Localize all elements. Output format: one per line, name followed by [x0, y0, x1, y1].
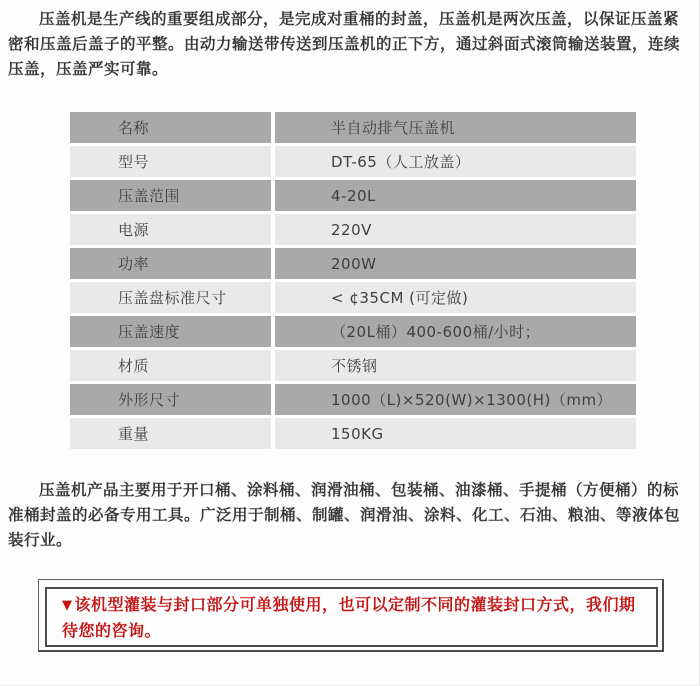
triangle-marker-icon: ▼ [62, 598, 73, 613]
table-row [70, 349, 636, 383]
table-row [70, 213, 636, 247]
spec-value: DT-65（人工放盖） [273, 145, 636, 179]
table-row [70, 383, 636, 417]
spec-value: 220V [273, 213, 636, 247]
table-row [70, 281, 636, 315]
spec-value: 4-20L [273, 179, 636, 213]
notice-text: 该机型灌装与封口部分可单独使用，也可以定制不同的灌装封口方式，我们期待您的咨询。 [62, 595, 636, 640]
spec-label: 型号 [70, 145, 273, 179]
notice-frame [38, 579, 664, 652]
table-row [70, 112, 636, 145]
spec-value: （20L桶）400-600桶/小时； [273, 315, 636, 349]
notice-box [45, 587, 658, 647]
spec-label: 材质 [70, 349, 273, 383]
spec-label: 功率 [70, 247, 273, 281]
spec-value: 150KG [273, 417, 636, 450]
spec-label: 外形尺寸 [70, 383, 273, 417]
usage-paragraph: 压盖机产品主要用于开口桶、涂料桶、润滑油桶、包装桶、油漆桶、手提桶（方便桶）的标准桶封盖的必备专用工具。广泛用于制桶、制罐、润滑油、涂料、化工、石油、粮油、等液体包装行业。 [8, 481, 681, 549]
table-row [70, 315, 636, 349]
spec-label: 压盖速度 [70, 315, 273, 349]
table-row [70, 145, 636, 179]
intro-paragraph: 压盖机是生产线的重要组成部分，是完成对重桶的封盖，压盖机是两次压盖，以保证压盖紧密和压盖后盖子的平整。由动力输送带传送到压盖机的正下方，通过斜面式滚筒输送装置，连续压盖，压盖严实可靠。 [8, 10, 681, 78]
spec-label: 压盖盘标准尺寸 [70, 281, 273, 315]
spec-value: 1000（L)×520(W)×1300(H)（mm） [273, 383, 636, 417]
spec-label: 名称 [70, 112, 273, 145]
spec-table [70, 112, 636, 449]
spec-label: 压盖范围 [70, 179, 273, 213]
spec-label: 电源 [70, 213, 273, 247]
spec-label: 重量 [70, 417, 273, 450]
table-row [70, 179, 636, 213]
spec-value: 半自动排气压盖机 [273, 112, 636, 145]
spec-value: 不锈钢 [273, 349, 636, 383]
table-row [70, 247, 636, 281]
spec-value: 200W [273, 247, 636, 281]
table-row [70, 417, 636, 450]
spec-value: < ¢35CM (可定做) [273, 281, 636, 315]
